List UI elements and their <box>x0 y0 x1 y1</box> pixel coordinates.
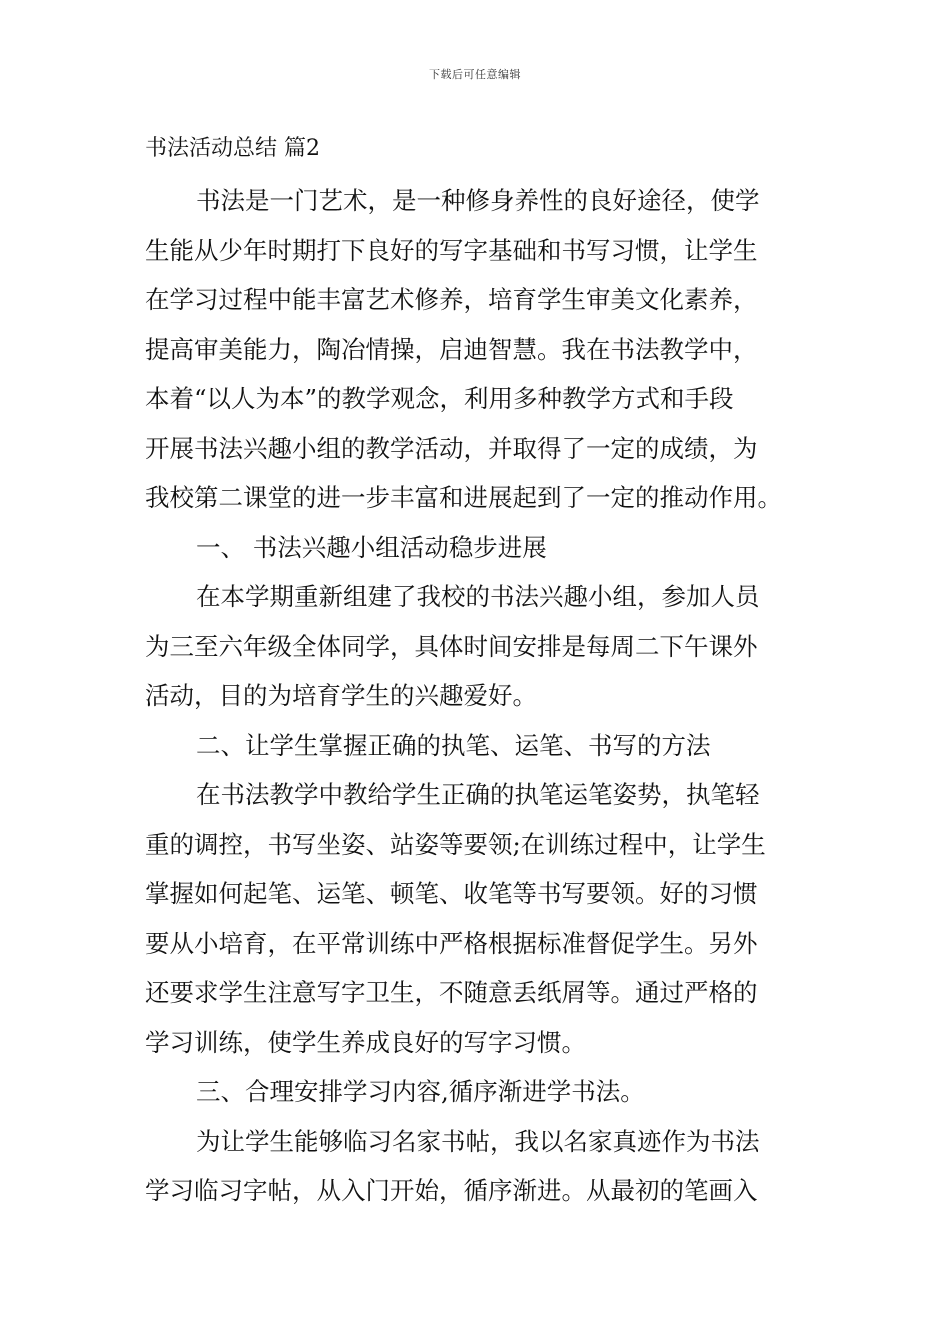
text-line: 二、让学生掌握正确的执笔、运笔、书写的方法 <box>196 730 711 760</box>
text-line: 一、 书法兴趣小组活动稳步进展 <box>196 532 547 562</box>
text-line: 在本学期重新组建了我校的书法兴趣小组，参加人员 <box>196 582 760 611</box>
text-line: 在书法教学中教给学生正确的执笔运笔姿势，执笔轻 <box>196 780 760 809</box>
text-line: 为三至六年级全体同学，具体时间安排是每周二下午课外 <box>145 631 758 661</box>
document-body <box>145 178 807 1218</box>
text-line: 活动，目的为培育学生的兴趣爱好。 <box>145 681 537 710</box>
text-line: 学习训练，使学生养成良好的写字习惯。 <box>145 1027 586 1057</box>
text-line: 学习临习字帖，从入门开始，循序渐进。从最初的笔画入 <box>145 1176 758 1205</box>
header-note: 下载后可任意编辑 <box>429 68 521 81</box>
text-line: 三、合理安排学习内容,循序渐进学书法。 <box>196 1077 645 1106</box>
text-line: 为让学生能够临习名家书帖，我以名家真迹作为书法 <box>196 1126 760 1156</box>
text-line: 还要求学生注意写字卫生，不随意丢纸屑等。通过严格的 <box>145 978 758 1007</box>
text-line: 生能从少年时期打下良好的写字基础和书写习惯，让学生 <box>145 235 758 265</box>
text-line: 在学习过程中能丰富艺术修养，培育学生审美文化素养， <box>145 285 758 314</box>
text-line: 要从小培育，在平常训练中严格根据标准督促学生。另外 <box>145 928 758 958</box>
text-line: 我校第二课堂的进一步丰富和进展起到了一定的推动作用。 <box>145 483 782 512</box>
text-line: 重的调控，书写坐姿、站姿等要领;在训练过程中，让学生 <box>145 829 766 859</box>
text-line: 提高审美能力，陶冶情操，启迪智慧。我在书法教学中， <box>145 334 758 364</box>
text-line: 掌握如何起笔、运笔、顿笔、收笔等书写要领。好的习惯 <box>145 879 758 908</box>
text-line: 书法是一门艺术，是一种修身养性的良好途径，使学 <box>196 186 760 215</box>
text-line: 本着“以人为本”的教学观念，利用多种教学方式和手段 <box>145 384 734 413</box>
text-line: 开展书法兴趣小组的教学活动，并取得了一定的成绩，为 <box>145 433 758 463</box>
document-title: 书法活动总结 篇2 <box>145 136 320 161</box>
